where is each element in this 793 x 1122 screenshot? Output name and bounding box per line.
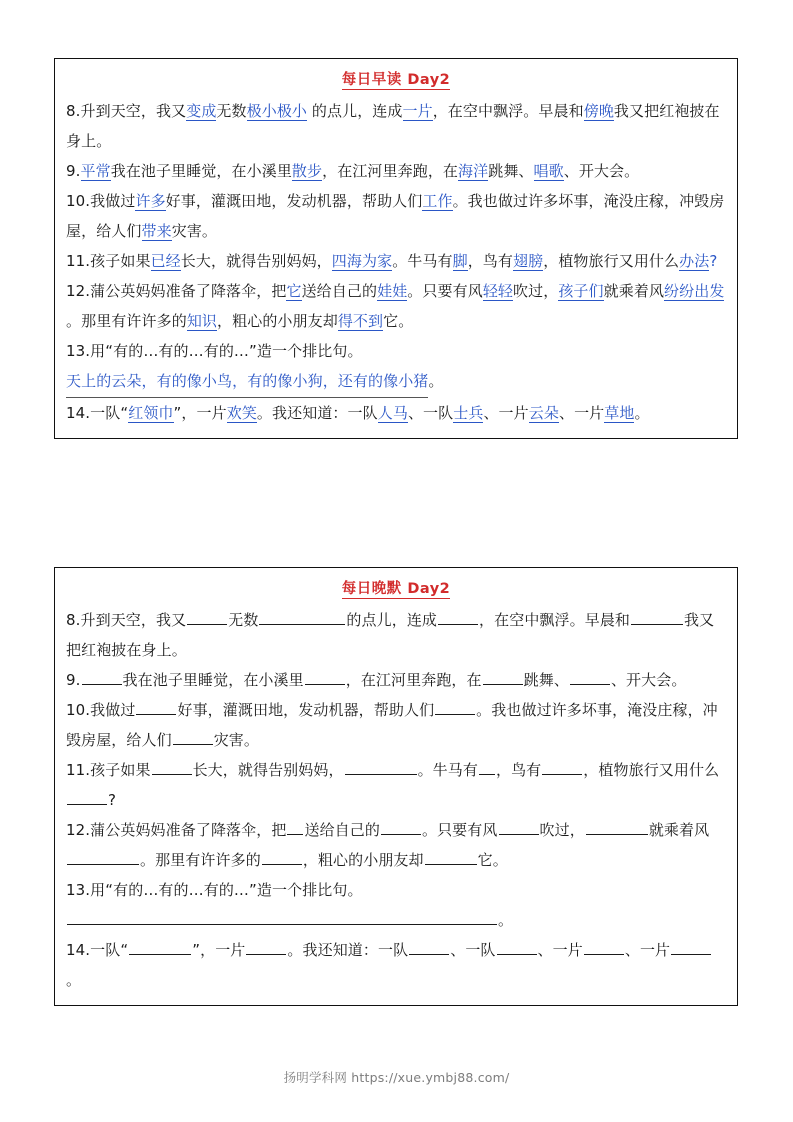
morning-question-13-answer [64, 366, 728, 398]
q12-text-7: ，粗心的小朋友却 [217, 312, 338, 330]
e-q13-answer-blank[interactable] [67, 909, 497, 925]
evening-dictation-box [54, 567, 738, 1006]
e-q9-blank-3[interactable] [483, 669, 523, 685]
e-q10-blank-1[interactable] [136, 699, 176, 715]
e-q12-text-2: 送给自己的 [304, 821, 380, 839]
e-q10-text-3: 。我也做过许多坏事，淹没庄稼，冲毁房屋，给人们 [66, 701, 718, 749]
e-q14-text-1: 14.一队“ [66, 941, 129, 959]
q11-text-5: ，植物旅行又用什么 [543, 252, 680, 270]
e-q12-blank-7[interactable] [425, 849, 477, 865]
e-q8-text-3: 的点儿，连成 [346, 611, 438, 629]
q14-answer-6: 草地 [604, 404, 635, 422]
q12-text-2: 送给自己的 [301, 282, 378, 300]
e-q11-blank-2[interactable] [345, 759, 417, 775]
evening-question-13-prompt: 13.用“有的…有的…有的…”造一个排比句。 [66, 881, 363, 899]
q12-text-5: 就乘着风 [603, 282, 665, 300]
e-q11-text-3: 。牛马有 [417, 761, 478, 779]
e-q11-blank-5[interactable] [67, 789, 107, 805]
e-q10-blank-2[interactable] [435, 699, 475, 715]
evening-question-9 [64, 665, 728, 695]
evening-question-10 [64, 695, 728, 755]
q12-answer-3: 轻轻 [482, 282, 514, 300]
e-q11-text-5: ，植物旅行又用什么 [583, 761, 720, 779]
e-q12-blank-2[interactable] [381, 819, 421, 835]
e-q8-text-2: 无数 [228, 611, 259, 629]
q8-answer-1: 变成 [186, 102, 217, 120]
evening-question-11 [64, 755, 728, 815]
q9-answer-1: 平常 [80, 162, 111, 180]
q10-answer-2: 工作 [422, 192, 453, 210]
q11-answer-1: 已经 [150, 252, 181, 270]
e-q14-text-6: 、一片 [624, 941, 671, 959]
q11-text-2: 长大，就得告别妈妈， [180, 252, 332, 270]
q14-answer-2: 欢笑 [226, 404, 257, 422]
evening-question-13-answer [64, 905, 728, 935]
e-q14-blank-1[interactable] [129, 939, 191, 955]
e-q11-text-6: ? [108, 791, 117, 809]
q11-answer-4: 翅膀 [513, 252, 544, 270]
e-q14-text-3: 。我还知道：一队 [287, 941, 409, 959]
q9-answer-4: 唱歌 [533, 162, 564, 180]
q12-text-8: 它。 [383, 312, 414, 330]
q11-text-6: ? [709, 252, 718, 270]
q9-answer-2: 散步 [291, 162, 323, 180]
q11-text-1: 11.孩子如果 [66, 252, 151, 270]
q11-text-4: ，鸟有 [467, 252, 514, 270]
e-q8-blank-2[interactable] [259, 609, 345, 625]
e-q14-blank-6[interactable] [671, 939, 711, 955]
e-q12-text-4: 吹过， [539, 821, 585, 839]
footer-watermark: 扬明学科网 https://xue.ymbj88.com/ [283, 1070, 510, 1085]
evening-question-14 [64, 935, 728, 995]
e-q14-text-4: 、一队 [450, 941, 496, 959]
e-q13-answer-period: 。 [498, 911, 514, 929]
morning-question-13-prompt: 13.用“有的…有的…有的…”造一个排比句。 [66, 342, 363, 360]
q9-text-4: 跳舞、 [488, 162, 534, 180]
e-q14-text-7: 。 [66, 971, 82, 989]
e-q12-blank-6[interactable] [262, 849, 302, 865]
q8-answer-4: 傍晚 [583, 102, 614, 120]
e-q12-blank-1[interactable] [287, 819, 303, 835]
q11-answer-3: 脚 [452, 252, 468, 270]
e-q9-text-5: 、开大会。 [610, 671, 687, 689]
e-q9-text-2: 我在池子里睡觉，在小溪里 [122, 671, 304, 689]
q12-text-3: 。只要有风 [407, 282, 483, 300]
e-q8-blank-1[interactable] [187, 609, 227, 625]
q11-text-3: 。牛马有 [392, 252, 453, 270]
e-q9-blank-4[interactable] [570, 669, 610, 685]
q8-text-1: 8.升到天空，我又 [66, 102, 187, 120]
morning-box-title-text: 每日早读 Day2 [341, 72, 451, 88]
q12-text-6: 。那里有许许多的 [66, 312, 187, 330]
q8-text-2: 无数 [216, 102, 247, 120]
q13-answer-period: 。 [428, 372, 444, 390]
q9-text-2: 我在池子里睡觉，在小溪里 [110, 162, 292, 180]
e-q12-blank-4[interactable] [586, 819, 648, 835]
morning-question-14 [64, 398, 728, 428]
q14-answer-5: 云朵 [528, 404, 559, 422]
e-q14-blank-2[interactable] [246, 939, 286, 955]
q9-answer-3: 海洋 [458, 162, 489, 180]
e-q12-text-3: 。只要有风 [421, 821, 498, 839]
q12-answer-6: 知识 [186, 312, 218, 330]
q8-text-3: 的点儿，连成 [307, 102, 403, 120]
q10-text-2: 好事，灌溉田地，发动机器，帮助人们 [165, 192, 423, 210]
e-q11-text-1: 11.孩子如果 [66, 761, 151, 779]
e-q10-text-1: 10.我做过 [66, 701, 136, 719]
q10-answer-3: 带来 [141, 222, 172, 240]
q14-text-5: 、一片 [483, 404, 529, 422]
e-q12-blank-3[interactable] [499, 819, 539, 835]
e-q8-blank-4[interactable] [631, 609, 683, 625]
q14-answer-3: 人马 [377, 404, 408, 422]
e-q9-blank-2[interactable] [305, 669, 345, 685]
e-q10-text-4: 灾害。 [213, 731, 260, 749]
e-q14-text-5: 、一片 [537, 941, 583, 959]
e-q8-blank-3[interactable] [438, 609, 478, 625]
q8-text-5: 我又把红袍披在身上。 [66, 102, 720, 150]
e-q14-text-2: ”，一片 [192, 941, 246, 959]
e-q11-blank-1[interactable] [152, 759, 192, 775]
morning-question-9 [64, 156, 728, 186]
q11-answer-2: 四海为家 [331, 252, 393, 270]
q14-text-6: 、一片 [558, 404, 605, 422]
q10-text-1: 10.我做过 [66, 192, 136, 210]
q8-answer-3: 一片 [402, 102, 433, 120]
e-q12-text-5: 就乘着风 [648, 821, 710, 839]
e-q12-text-7: ，粗心的小朋友却 [302, 851, 424, 869]
e-q11-text-4: ，鸟有 [495, 761, 542, 779]
morning-question-12 [64, 276, 728, 336]
e-q9-text-1: 9. [66, 671, 81, 689]
q14-answer-4: 士兵 [453, 404, 484, 422]
q14-text-7: 。 [634, 404, 650, 422]
morning-box-title [64, 68, 728, 89]
morning-question-10 [64, 186, 728, 246]
q10-text-3: 。我也做过许多坏事，淹没庄稼，冲毁房屋，给人们 [66, 192, 725, 240]
evening-box-title-text: 每日晚默 Day2 [341, 581, 451, 597]
e-q11-blank-3[interactable] [479, 759, 495, 775]
e-q9-text-3: ，在江河里奔跑，在 [345, 671, 482, 689]
e-q10-text-2: 好事，灌溉田地，发动机器，帮助人们 [177, 701, 435, 719]
e-q11-blank-4[interactable] [542, 759, 582, 775]
q12-answer-5: 纷纷出发 [664, 282, 725, 300]
q10-text-4: 灾害。 [171, 222, 218, 240]
e-q10-blank-3[interactable] [173, 729, 213, 745]
e-q12-text-6: 。那里有许许多的 [140, 851, 261, 869]
morning-reading-box [54, 58, 738, 439]
q12-text-4: 吹过， [513, 282, 559, 300]
e-q14-blank-3[interactable] [409, 939, 449, 955]
e-q9-text-4: 跳舞、 [523, 671, 569, 689]
e-q9-blank-1[interactable] [82, 669, 122, 685]
q9-text-5: 、开大会。 [563, 162, 640, 180]
q12-answer-7: 得不到 [337, 312, 384, 330]
q9-text-3: ，在江河里奔跑，在 [322, 162, 459, 180]
q12-answer-1: 它 [286, 282, 302, 300]
evening-question-8 [64, 605, 728, 665]
q12-answer-2: 娃娃 [377, 282, 408, 300]
q8-text-4: ，在空中飘浮。早晨和 [432, 102, 584, 120]
e-q12-text-8: 它。 [477, 851, 508, 869]
e-q8-text-1: 8.升到天空，我又 [66, 611, 187, 629]
q10-answer-1: 许多 [135, 192, 166, 210]
q14-text-2: ”，一片 [173, 404, 227, 422]
q12-text-1: 12.蒲公英妈妈准备了降落伞，把 [66, 282, 287, 300]
e-q11-text-2: 长大，就得告别妈妈， [192, 761, 344, 779]
e-q8-text-5: 我又把红袍披在身上。 [66, 611, 715, 659]
q14-text-1: 14.一队“ [66, 404, 129, 422]
q14-answer-1: 红领巾 [128, 404, 174, 422]
e-q8-text-4: ，在空中飘浮。早晨和 [479, 611, 631, 629]
morning-question-11 [64, 246, 728, 276]
q11-answer-5: 办法 [679, 252, 710, 270]
e-q14-blank-5[interactable] [584, 939, 624, 955]
evening-question-12 [64, 815, 728, 875]
e-q14-blank-4[interactable] [497, 939, 537, 955]
q14-text-3: 。我还知道：一队 [256, 404, 378, 422]
evening-box-title [64, 577, 728, 598]
q8-answer-2: 极小极小 [246, 102, 308, 120]
e-q12-text-1: 12.蒲公英妈妈准备了降落伞，把 [66, 821, 287, 839]
q9-text-1: 9. [66, 162, 81, 180]
q14-text-4: 、一队 [407, 404, 454, 422]
q13-answer-sentence: 天上的云朵，有的像小鸟，有的像小狗，还有的像小猪 [66, 366, 428, 398]
e-q12-blank-5[interactable] [67, 849, 139, 865]
q12-answer-4: 孩子们 [558, 282, 604, 300]
morning-question-8 [64, 96, 728, 156]
